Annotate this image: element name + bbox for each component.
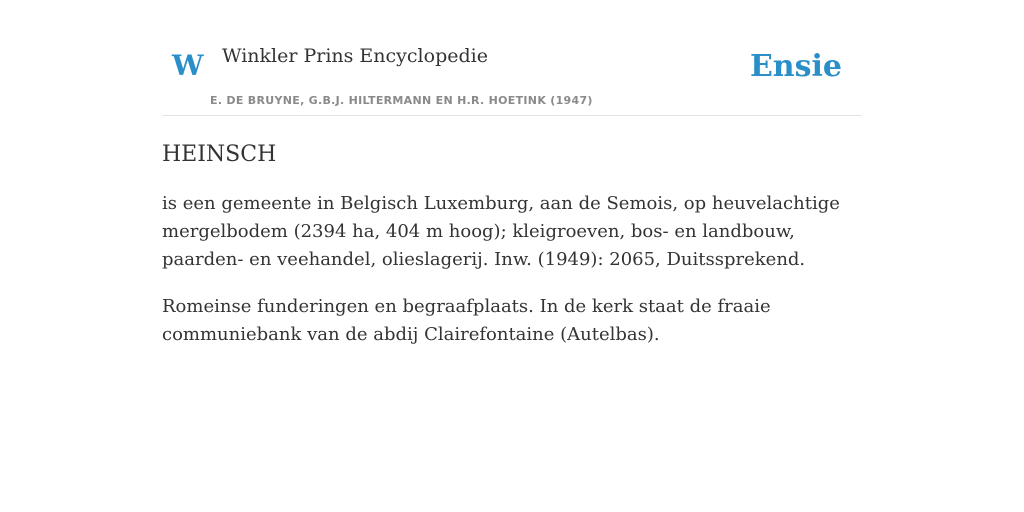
entry-paragraph: Romeinse funderingen en begraafplaats. In de kerk staat de fraaie communiebank van de abdij Clairefontaine (Autelbas).	[162, 296, 771, 346]
entry-headword: HEINSCH	[162, 142, 277, 167]
ensie-logo-link[interactable]: Ensie	[749, 49, 842, 84]
entry-paragraph: is een gemeente in Belgisch Luxemburg, aan de Semois, op heuvelachtige mergelbodem (2394 ha, 404 m hoog); kleigroeven, bos- en landbouw, paarden- en veehandel, olieslagerij. Inw. (1949): 2065, Duitssprekend.	[162, 193, 840, 271]
source-authors: E. DE BRUYNE, G.B.J. HILTERMANN EN H.R. HOETINK (1947)	[210, 94, 593, 107]
article-page	[162, 0, 862, 349]
source-header	[162, 0, 862, 116]
winkler-prins-logo-icon[interactable]: W	[172, 49, 204, 82]
source-title[interactable]: Winkler Prins Encyclopedie	[222, 45, 488, 67]
